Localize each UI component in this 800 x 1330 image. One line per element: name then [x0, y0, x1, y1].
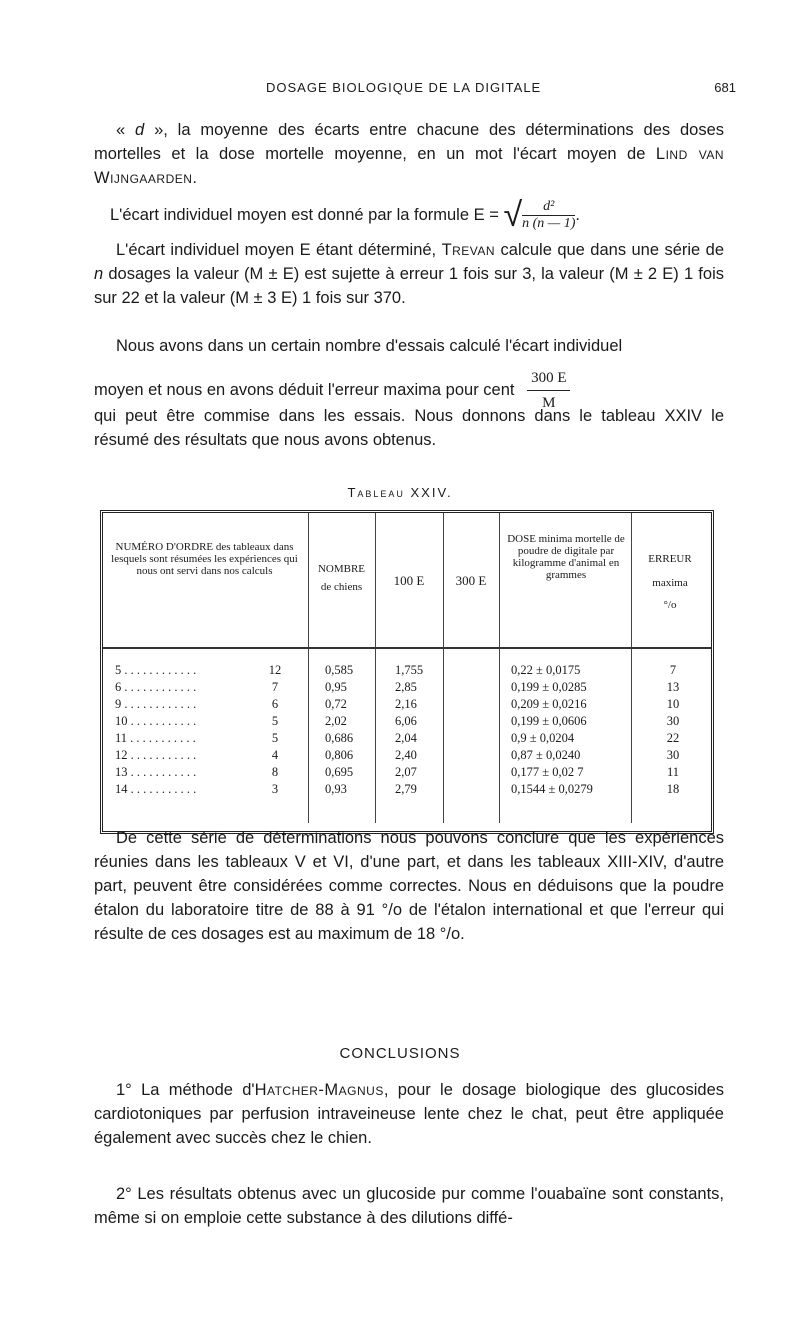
header-dose: DOSE minima mortelle de poudre de digitale par kilogramme d'animal en grammes: [507, 533, 625, 581]
paragraph-ecart-moyen: « d », la moyenne des écarts entre chacune des déterminations des doses mortelles et la dose mortelle moyenne, en un mot l'écart moyen de Lind van Wijngaarden.: [94, 121, 725, 187]
header-numero: NUMÉRO D'ORDRE des tableaux dans lesquels sont résumées les expériences qui nous ont servi dans nos calculs: [111, 541, 298, 577]
table-row: 5 . . . . . . . . . . . . 12 0,585 1,755 0,22 ± 0,0175 7: [115, 663, 677, 677]
results-table: [100, 510, 714, 834]
conclusions-heading: CONCLUSIONS: [339, 1045, 461, 1062]
formula-text: L'écart individuel moyen est donné par la formule E =: [110, 205, 499, 224]
paragraph-essais-line2: moyen et nous en avons déduit l'erreur maxima pour cent $\frac{300 E}{M}$: [94, 366, 724, 415]
paragraph-essais-line1: Nous avons dans un certain nombre d'essais calculé l'écart individuel: [116, 337, 623, 355]
header-nombre: NOMBRE de chiens: [317, 563, 366, 593]
table-row: 9 . . . . . . . . . . . . 6 0,72 2,16 0,209 ± 0,0216 10: [115, 697, 680, 711]
table-title: Tableau XXIV.: [347, 485, 453, 500]
table-row: 13 . . . . . . . . . . . 8 0,695 2,07 0,177 ± 0,02 7 11: [115, 765, 680, 779]
table-row: 10 . . . . . . . . . . . 5 2,02 6,06 0,199 ± 0,0606 30: [115, 714, 680, 728]
header-100e: 100 E: [393, 573, 425, 588]
paragraph-conclusion-serie: De cette série de déterminations nous pouvons conclure que les expériences réunies dans les tableaux V et VI, d'une part, et dans les tableaux XIII-XIV, d'autre part, peuvent être considérées comme correctes. Nous en déduisons que la poudre étalon du laboratoire titre de 88 à 91 °/o de l'étalon international et que l'erreur qui résulte de ces dosages est au maximum de 18 °/o.: [94, 829, 724, 943]
header-300e: 300 E: [455, 573, 487, 588]
header-erreur: ERREUR maxima °/o: [648, 553, 692, 611]
paragraph-conclusion-2: 2° Les résultats obtenus avec un glucoside pur comme l'ouabaïne sont constants, même si on emploie cette substance à des dilutions diffé-: [94, 1185, 724, 1227]
table-row: 12 . . . . . . . . . . . 4 0,806 2,40 0,87 ± 0,0240 30: [115, 748, 680, 762]
paragraph-essais-rest: qui peut être commise dans les essais. Nous donnons dans le tableau XXIV le résumé des résultats que nous avons obtenus.: [94, 407, 724, 449]
square-root: √ $\frac{\text{d²}}{n (n — 1)}$: [503, 196, 576, 234]
formula-ecart-individuel: L'écart individuel moyen est donné par la formule E = √ $\frac{\text{d²}}{n (n — 1)}$ .: [110, 196, 580, 234]
running-title: DOSAGE BIOLOGIQUE DE LA DIGITALE: [266, 80, 542, 95]
table-row: 14 . . . . . . . . . . . 3 0,93 2,79 0,1544 ± 0,0279 18: [115, 782, 680, 796]
formula-fraction: $\frac{\text{d²}}{n (n — 1)}$: [522, 199, 576, 231]
page-number: 681: [714, 80, 736, 95]
table-row: 11 . . . . . . . . . . . 5 0,686 2,04 0,9 ± 0,0204 22: [115, 731, 680, 745]
paragraph-trevan: L'écart individuel moyen E étant déterminé, Trevan calcule que dans une série de n dosages la valeur (M ± E) est sujette à erreur 1 fois sur 3, la valeur (M ± 2 E) 1 fois sur 22 et la valeur (M ± 3 E) 1 fois sur 370.: [94, 241, 724, 307]
table-row: 6 . . . . . . . . . . . . 7 0,95 2,85 0,199 ± 0,0285 13: [115, 680, 680, 694]
paragraph-conclusion-1: 1° La méthode d'Hatcher-Magnus, pour le dosage biologique des glucosides cardiotoniques par perfusion intraveineuse lente chez le chat, peut être appliquée également avec succès chez le chien.: [94, 1081, 725, 1147]
fraction-300e-m: $\frac{300 E}{M}$: [527, 366, 570, 415]
